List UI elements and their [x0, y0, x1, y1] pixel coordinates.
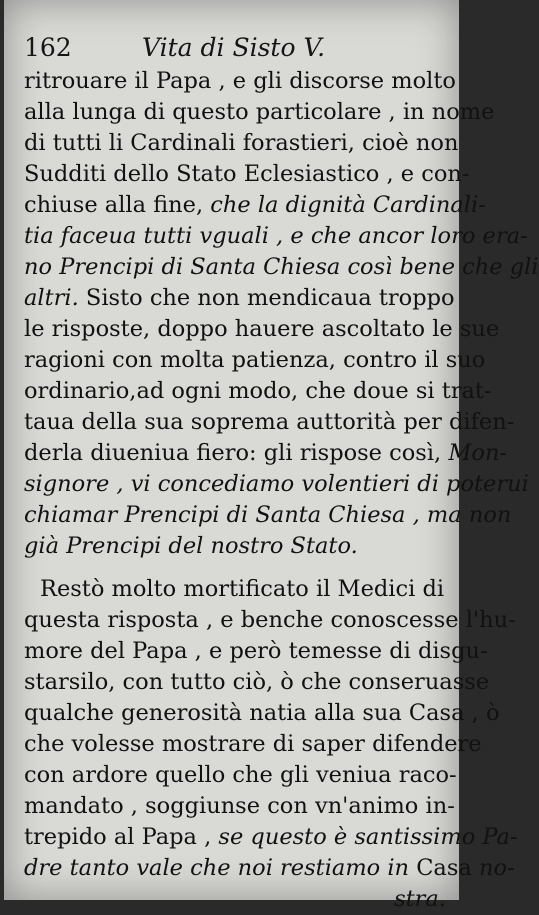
body-text: [24, 66, 539, 915]
paragraph-gap: [24, 562, 446, 574]
text-segment: ordinario,ad ogni modo, che doue si trat-: [24, 378, 492, 404]
text-segment: chiuse alla fine,: [24, 192, 211, 218]
text-line: [24, 822, 518, 853]
text-line: [24, 438, 508, 469]
text-segment: Sisto che non mendicaua troppo: [78, 285, 455, 311]
text-segment: Restò molto mortificato il Medici di: [40, 576, 445, 602]
italic-text-segment: che la dignità Cardinali-: [210, 192, 486, 218]
text-segment: ritrouare il Papa , e gli discorse molto: [24, 68, 456, 94]
text-line: [24, 97, 495, 128]
text-segment: taua della sua soprema auttorità per difen-: [24, 409, 515, 435]
text-line: [24, 66, 456, 97]
italic-text-segment: no-: [471, 855, 515, 881]
text-line: [24, 636, 488, 667]
text-segment: qualche generosità natia alla sua Casa , ò: [24, 700, 500, 726]
book-page: [4, 0, 539, 912]
text-line: [24, 605, 516, 636]
page-number: 162: [24, 33, 72, 62]
text-line: [24, 407, 515, 438]
text-segment: trepido al Papa ,: [24, 824, 219, 850]
text-segment: Casa: [416, 855, 472, 881]
italic-text-segment: se questo è santissimo Pa-: [218, 824, 518, 850]
text-line: [24, 128, 459, 159]
text-segment: starsilo, con tutto ciò, ò che conseruasse: [24, 669, 490, 695]
text-segment: di tutti li Cardinali forastieri, cioè non: [24, 130, 459, 156]
text-line: [24, 667, 490, 698]
italic-text-segment: stra.: [394, 886, 446, 912]
text-line: [24, 760, 457, 791]
text-line: [24, 159, 470, 190]
text-line: [24, 574, 446, 605]
text-line: [24, 314, 500, 345]
italic-text-segment: signore , vi concediamo volentieri di poterui: [24, 471, 529, 497]
text-segment: che volesse mostrare di saper difendere: [24, 731, 482, 757]
text-segment: more del Papa , e però temesse di disgu-: [24, 638, 488, 664]
text-segment: derla diueniua fiero: gli rispose così,: [24, 440, 449, 466]
running-title: Vita di Sisto V.: [142, 33, 326, 62]
text-segment: Sudditi dello Stato Eclesiastico , e con-: [24, 161, 470, 187]
text-segment: questa risposta , e benche conoscesse l'hu-: [24, 607, 516, 633]
text-line: [24, 252, 539, 283]
text-segment: mandato , soggiunse con vn'animo in-: [24, 793, 455, 819]
text-line: [24, 190, 486, 221]
italic-text-segment: chiamar Prencipi di Santa Chiesa , ma non: [24, 502, 512, 528]
text-line: [24, 469, 529, 500]
italic-text-segment: altri.: [24, 285, 79, 311]
italic-text-segment: Mon-: [448, 440, 508, 466]
text-line: [24, 500, 512, 531]
text-line: [24, 698, 500, 729]
text-segment: con ardore quello che gli veniua raco-: [24, 762, 457, 788]
text-line: [24, 221, 528, 252]
text-segment: alla lunga di questo particolare , in nome: [24, 99, 495, 125]
text-segment: ragioni con molta patienza, contro il suo: [24, 347, 486, 373]
text-line: [24, 376, 492, 407]
italic-text-segment: tia faceua tutti vguali , e che ancor loro era-: [24, 223, 528, 249]
italic-text-segment: dre tanto vale che noi restiamo in: [24, 855, 417, 881]
text-line: [24, 791, 455, 822]
text-line: [24, 283, 455, 314]
page-header: [24, 33, 444, 63]
italic-text-segment: no Prencipi di Santa Chiesa così bene che gli: [24, 254, 539, 280]
text-line: [24, 531, 446, 562]
text-line: [24, 853, 515, 884]
text-line: [24, 729, 482, 760]
text-line: [24, 884, 446, 915]
text-segment: le risposte, doppo hauere ascoltato le sue: [24, 316, 500, 342]
italic-text-segment: già Prencipi del nostro Stato.: [24, 533, 358, 559]
text-line: [24, 345, 486, 376]
